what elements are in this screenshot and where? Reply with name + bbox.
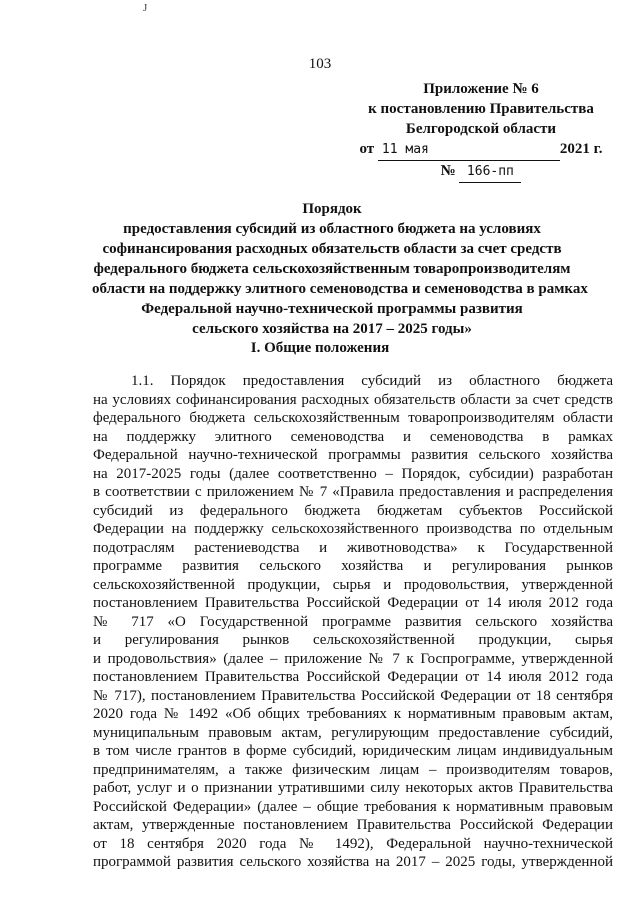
document-title <box>92 199 588 339</box>
appendix-line-2: к постановлению Правительства <box>368 101 594 117</box>
date-suffix: 2021 г. <box>559 141 603 157</box>
body-line: актам, утвержденные постановлением Правительства Российской Федерации <box>93 817 613 833</box>
body-line: федерального бюджета сельскохозяйственным товаропроизводителям области <box>93 410 613 426</box>
body-line: на поддержку элитного семеноводства и семеноводства в рамках <box>93 428 613 445</box>
body-line: Российской Федерации» (далее – общие требования к нормативным правовым <box>93 798 613 815</box>
body-line: Федерации на поддержку сельскохозяйственного производства по отдельным <box>93 521 613 537</box>
body-line: субсидий из федерального бюджета бюджетам субъектов Российской <box>93 502 613 519</box>
body-line: № 717 «О Государственной программе развития сельского хозяйства <box>93 613 613 630</box>
title-line: области на поддержку элитного семеноводства и семеноводства в рамках <box>92 281 588 297</box>
page-number: 103 <box>308 56 332 72</box>
body-line: от 18 сентября 2020 года № 1492), Федеральной научно-технической <box>93 835 613 852</box>
body-text <box>93 372 613 872</box>
body-line: № 717), постановлением Правительства Российской Федерации от 18 сентября <box>93 687 613 704</box>
body-line: на 2017-2025 годы (далее соответственно – Порядок, субсидии) разработан <box>93 465 613 482</box>
body-line: программе развития сельского хозяйства и регулирования рынков <box>93 558 613 574</box>
body-line: и регулирования рынков сельскохозяйственной продукции, сырья <box>93 632 613 648</box>
appendix-number-line <box>346 161 616 183</box>
corner-mark: J <box>143 2 148 14</box>
section-heading: I. Общие положения <box>250 340 390 356</box>
body-line: постановлением Правительства Российской Федерации от 14 июля 2012 года <box>93 669 613 685</box>
title-line: предоставления субсидий из областного бюджета на условиях <box>123 221 541 237</box>
body-line: сельскохозяйственной продукции, сырья и продовольствия, утвержденной <box>93 576 613 593</box>
body-line: предпринимателям, а также физическим лицам – производителям товаров, <box>93 761 613 778</box>
body-line: на условиях софинансирования расходных обязательств области за счет средств <box>93 391 613 408</box>
appendix-date-line <box>346 139 616 161</box>
body-line: Федеральной научно-технической программы развития сельского хозяйства <box>93 447 613 463</box>
title-line: Федеральной научно-технической программы развития <box>141 301 523 317</box>
appendix-line-3: Белгородской области <box>405 121 557 137</box>
appendix-title: Приложение № 6 <box>423 81 539 97</box>
body-line: 2020 года № 1492 «Об общих требованиях к нормативным правовым актам, <box>93 706 613 722</box>
body-line: муниципальным правовым актам, регулирующим предоставление субсидий, <box>93 724 613 741</box>
body-line: подотраслям растениеводства и животноводства» к Государственной <box>93 539 613 556</box>
date-value: 11 мая <box>378 140 560 161</box>
body-line: постановлением Правительства Российской Федерации от 14 июля 2012 года <box>93 595 613 611</box>
body-line: в соответствии с приложением № 7 «Правила предоставления и распределения <box>93 484 613 500</box>
body-line: 1.1. Порядок предоставления субсидий из областного бюджета <box>131 373 613 389</box>
appendix-block <box>346 79 616 183</box>
title-line: федерального бюджета сельскохозяйственным товаропроизводителям <box>93 261 571 277</box>
body-line: программой развития сельского хозяйства на 2017 – 2025 годы, утвержденной <box>93 854 613 870</box>
number-value: 166-пп <box>459 162 521 183</box>
body-line: работ, услуг и о признании утратившими силу некоторых актов Правительства <box>93 780 613 796</box>
body-line: и продовольствия» (далее – приложение № 7 к Госпрограмме, утвержденной <box>93 650 613 667</box>
body-line: в том числе грантов в форме субсидий, юридическим лицам индивидуальным <box>93 743 613 759</box>
title-heading: Порядок <box>302 201 362 217</box>
title-line: сельского хозяйства на 2017 – 2025 годы» <box>192 321 472 337</box>
title-line: софинансирования расходных обязательств области за счет средств <box>102 241 562 257</box>
number-prefix: № <box>440 163 456 179</box>
date-prefix: от <box>359 141 375 157</box>
